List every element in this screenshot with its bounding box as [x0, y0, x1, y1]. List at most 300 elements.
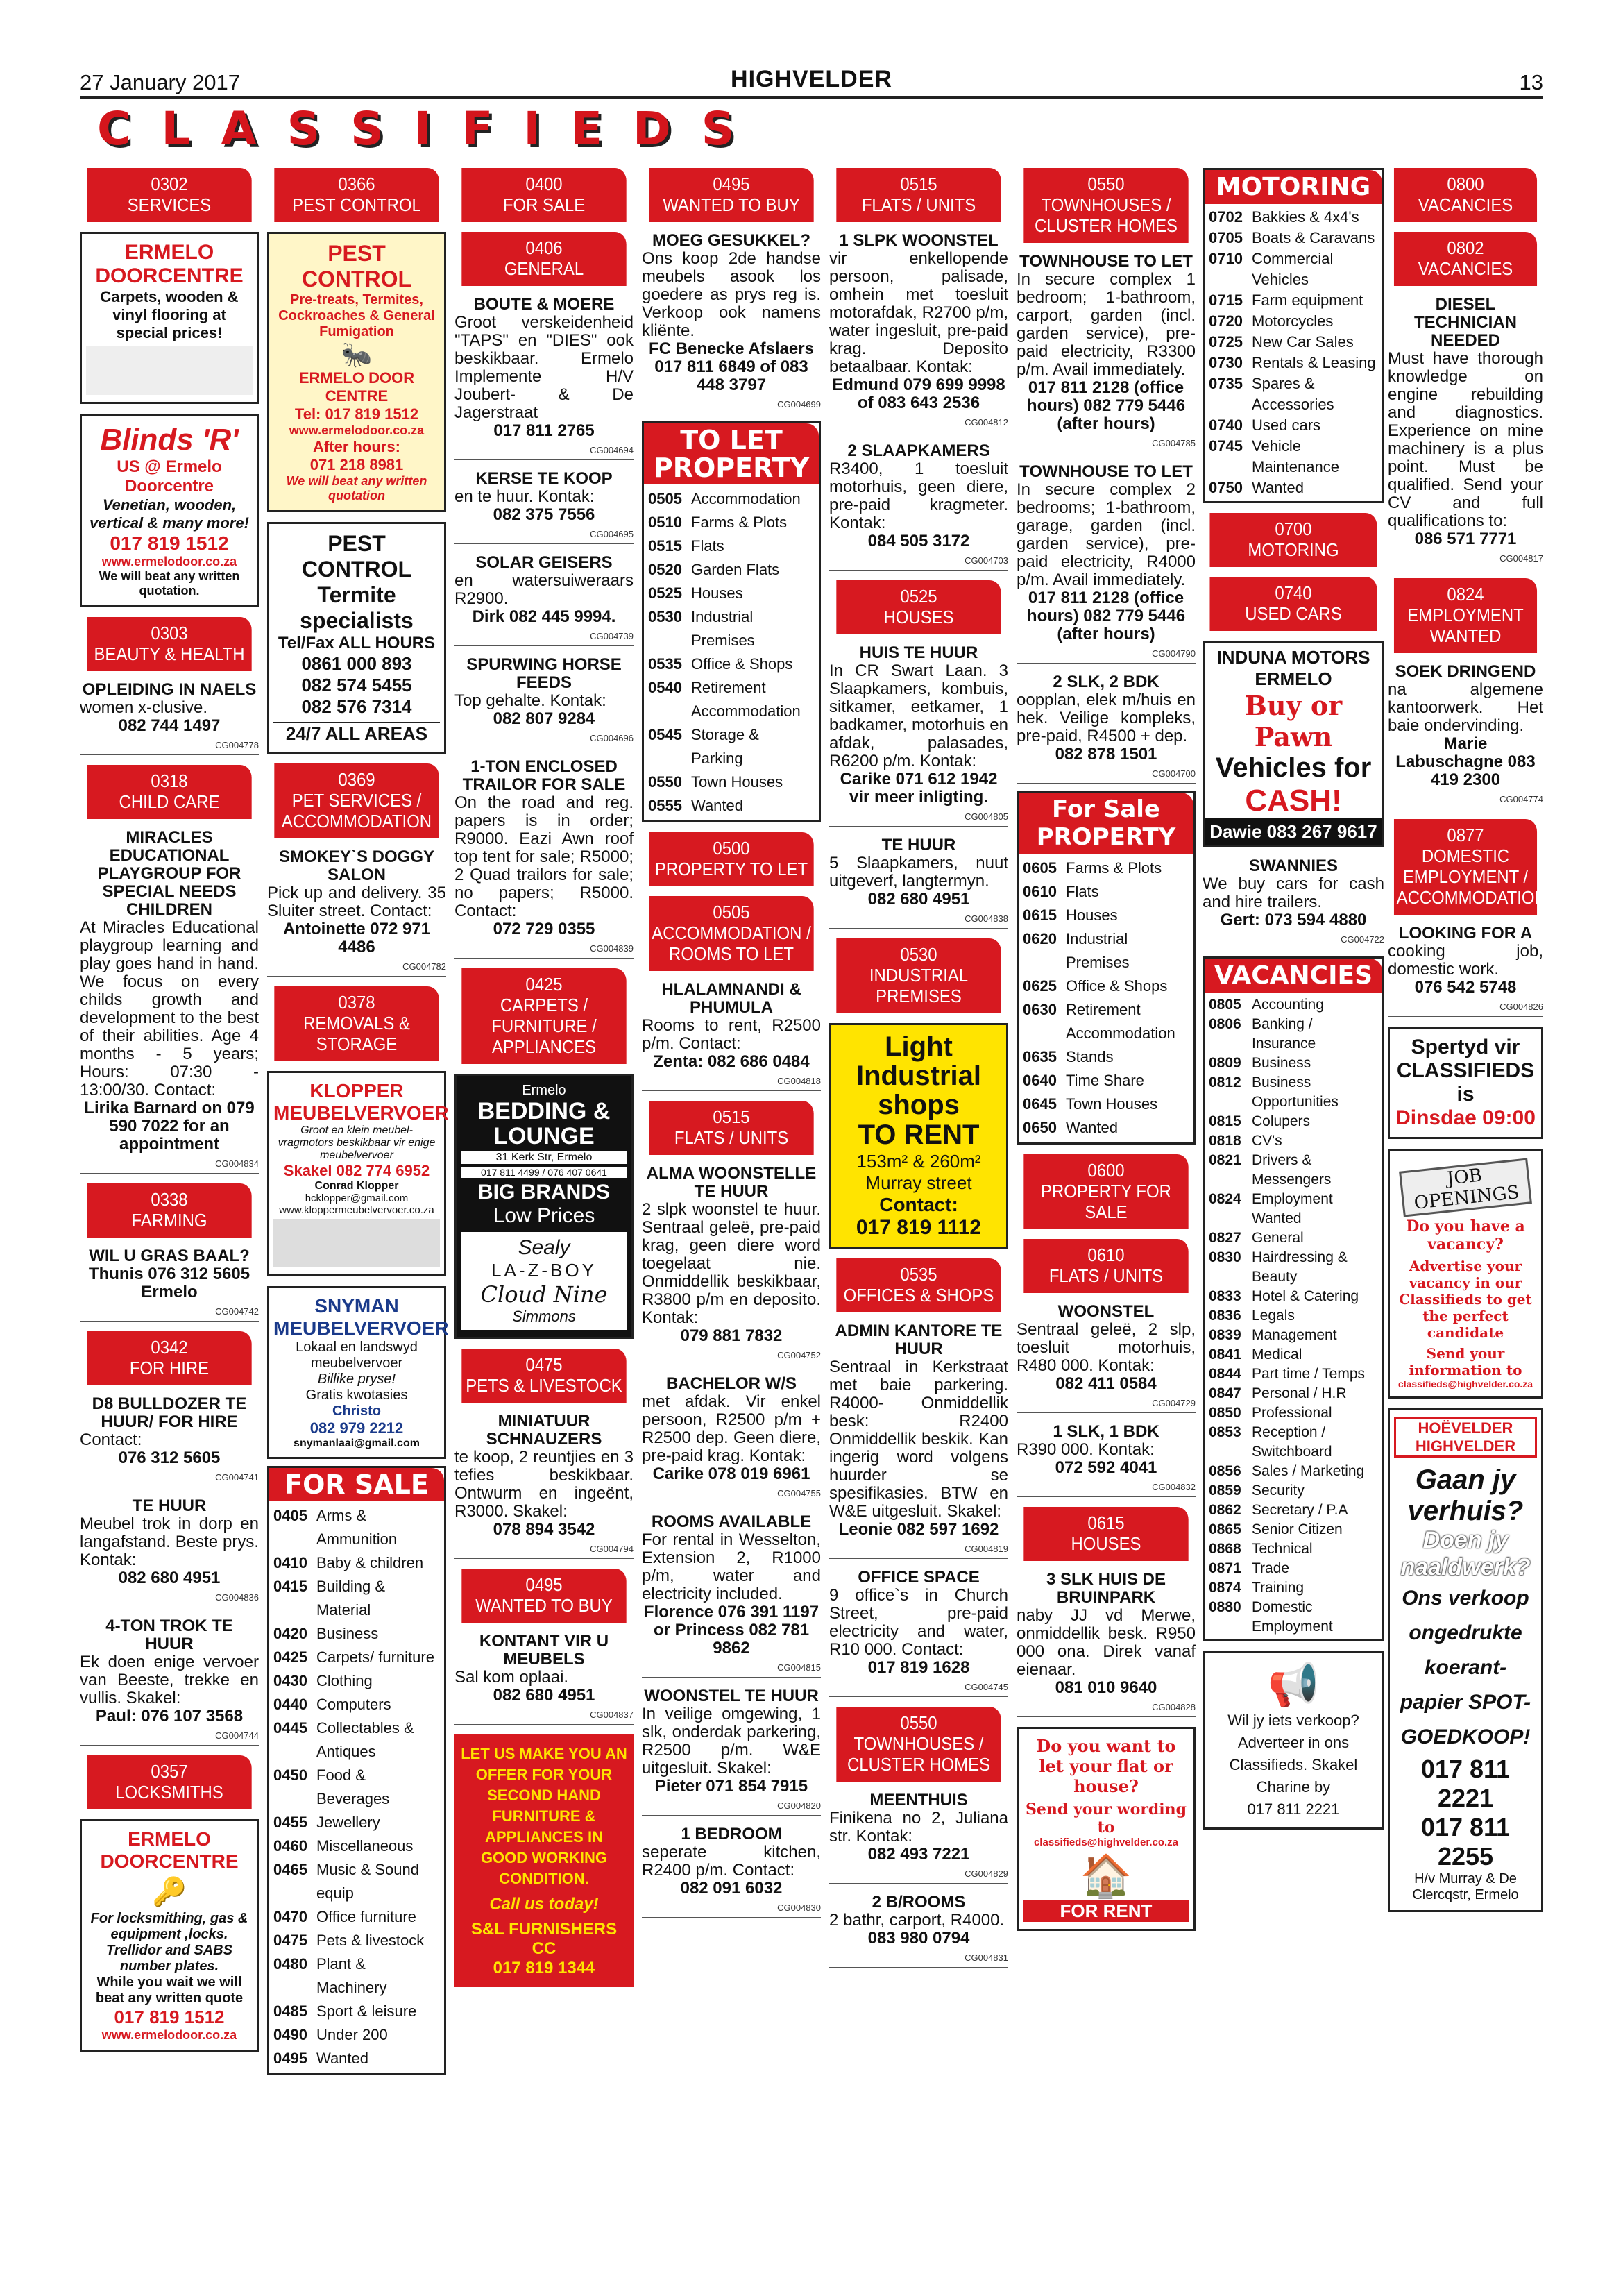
ad-email: snymanlaai@gmail.com: [294, 1437, 420, 1449]
ad-code: CG004755: [642, 1485, 821, 1503]
ad-text: Do you want to let your flat or house?: [1036, 1736, 1176, 1796]
classified-ad: [829, 442, 1008, 571]
ad-code: CG004839: [454, 940, 634, 959]
blinds-ad: [80, 414, 259, 607]
ad-body: vir enkellopende persoon, palisade, omhein met toesluit motorafdak, R2700 p/m, water ingesluit, pre-paid krag. Deposito betaalbaar. Kontak:: [829, 249, 1008, 376]
index-item: 0455 Jewellery: [273, 1814, 380, 1831]
column-4: [642, 168, 821, 1918]
index-item: 0805 Accounting: [1209, 997, 1324, 1013]
index-item: 0705 Boats & Caravans: [1209, 229, 1375, 246]
brand-logo: Simmons: [512, 1308, 576, 1325]
ad-body: In secure complex 1 bedroom; 1-bathroom, carport, garden (incl. garden service), pre-paid electricity, R3300 p/m. Avail immediately.: [1017, 270, 1196, 379]
ad-body: 2 bathr, carport, R4000.: [829, 1911, 1005, 1930]
ad-contact: 079 881 7832: [680, 1326, 783, 1345]
ad-body: Ek doen enige vervoer van Beeste, trekke en vullis. Skakel:: [80, 1653, 259, 1707]
ad-contact: 082 375 7556: [493, 505, 595, 524]
classified-ad: [642, 1165, 821, 1365]
highvelder-paper-ad: [1388, 1408, 1543, 1912]
index-item: 0859 Security: [1209, 1483, 1305, 1499]
highvelder-logo: HOËVELDER HIGHVELDER: [1394, 1417, 1537, 1458]
ad-body: Groot verskeidenheid "TAPS" en "DIES" ook beskikbaar. Ermelo Implemente H/V Joubert- & De Jagerstraat: [454, 313, 634, 422]
ad-subtitle: TO RENT: [858, 1120, 980, 1150]
index-item: 0460 Miscellaneous: [273, 1837, 414, 1855]
index-item: 0818 CV's: [1209, 1133, 1282, 1149]
ad-contact: FC Benecke Afslaers 017 811 6849 of 083 448 3797: [649, 339, 814, 394]
ad-code: CG004815: [642, 1659, 821, 1678]
ad-heading: SOEK DRINGEND: [1395, 662, 1536, 681]
index-item: 0871 Trade: [1209, 1560, 1290, 1576]
index-item: 0515 Flats: [648, 537, 724, 555]
sl-furnishers-ad: [454, 1734, 634, 1987]
classified-ad: [642, 1825, 821, 1918]
banner-letter: D: [633, 102, 672, 155]
index-item: 0630 Retirement Accommodation: [1023, 1001, 1175, 1042]
classified-ad: [829, 1322, 1008, 1559]
index-item: 0420 Business: [273, 1625, 379, 1642]
classified-ad: [1388, 296, 1543, 568]
ad-phone: Dawie 083 267 9617: [1205, 818, 1382, 845]
section-header: 0615 HOUSES: [1023, 1507, 1188, 1561]
ad-heading: 2 SLAAPKAMERS: [847, 441, 990, 460]
section-header: 0425 CARPETS / FURNITURE / APPLIANCES: [461, 968, 626, 1064]
classified-ad: [829, 1791, 1008, 1884]
ad-code: CG004820: [642, 1797, 821, 1816]
ad-heading: MINIATUUR SCHNAUZERS: [486, 1412, 602, 1449]
ad-body: en watersuiweraars R2900.: [454, 571, 634, 608]
ad-text: Do you have a vacancy?: [1406, 1217, 1525, 1253]
ad-heading: 2 SLK, 2 BDK: [1053, 673, 1159, 691]
ad-heading: TE HUUR: [881, 836, 956, 854]
column-5: [829, 168, 1008, 1968]
banner-letter: L: [161, 102, 192, 155]
ad-contact: Thunis 076 312 5605 Ermelo: [88, 1265, 250, 1301]
ad-web: www.ermelodoor.co.za: [101, 555, 237, 568]
ad-text: Ermelo: [522, 1083, 566, 1098]
page-number: 13: [1519, 70, 1543, 94]
ad-label: Tel/Fax ALL HOURS: [278, 634, 436, 652]
index-item: 0715 Farm equipment: [1209, 292, 1363, 309]
ad-text: Call us today!: [489, 1895, 599, 1914]
index-item: 0545 Storage & Parking: [648, 726, 759, 767]
ad-heading: OPLEIDING IN NAELS: [82, 680, 257, 699]
classified-ad: [454, 554, 634, 646]
index-item: 0505 Accommodation: [648, 490, 801, 507]
house-icon: 🏠: [1080, 1852, 1132, 1899]
ad-title: PEST CONTROL: [301, 531, 412, 582]
index-item: 0720 Motorcycles: [1209, 312, 1334, 330]
index-item: 0610 Flats: [1023, 883, 1099, 900]
section-header: 0400 FOR SALE: [461, 168, 626, 222]
section-header: 0342 FOR HIRE: [87, 1331, 251, 1385]
index-item: 0640 Time Share: [1023, 1072, 1144, 1089]
index-item: 0550 Town Houses: [648, 773, 783, 791]
ad-contact: 017 819 1628: [867, 1658, 970, 1677]
ad-heading: TE HUUR: [132, 1496, 207, 1515]
index-item: 0470 Office furniture: [273, 1908, 416, 1925]
ad-code: CG004778: [80, 736, 259, 755]
ad-contact: 084 505 3172: [867, 532, 970, 550]
ad-heading: BOUTE & MOERE: [473, 295, 615, 314]
classified-ad: [1017, 253, 1196, 453]
index-item: 0725 New Car Sales: [1209, 333, 1354, 351]
motoring-title: MOTORING: [1205, 170, 1382, 204]
ad-text: Carpets, wooden & vinyl flooring at special prices!: [100, 288, 239, 341]
for-rent-sign: FOR RENT: [1023, 1900, 1189, 1922]
vacancies-title: VACANCIES: [1205, 959, 1382, 993]
ad-code: CG004696: [454, 729, 634, 748]
index-item: 0425 Carpets/ furniture: [273, 1648, 434, 1666]
flooring-samples-image: [86, 346, 253, 395]
ad-slogan: Low Prices: [493, 1204, 595, 1227]
index-item: 0510 Farms & Plots: [648, 514, 788, 531]
paper-name: HIGHVELDER: [731, 66, 892, 92]
ad-body: Sentraal geleë, 2 slp, toesluit motorhuis, R480 000. Kontak:: [1017, 1320, 1196, 1375]
ad-code: CG004836: [80, 1589, 259, 1607]
ad-heading: MOEG GESUKKEL?: [652, 231, 810, 250]
ad-phone: 0861 000 893: [301, 653, 412, 674]
classified-ad: [454, 1412, 634, 1559]
ad-body: In secure complex 2 bedrooms; 1-bathroom, garage, garden (incl. garden service), pre-paid electricity, R4000 p/m. Avail immediately.: [1017, 480, 1196, 589]
ad-body: In CR Swart Laan. 3 Slaapkamers, kombuis, sitkamer, eetkamer, 1 badkamer, motorhuis en afdak, palasades, R6200 p/m. Kontak:: [829, 661, 1008, 770]
ad-heading: WOONSTEL: [1057, 1302, 1155, 1321]
index-item: 0525 Houses: [648, 584, 743, 602]
index-item: 0620 Industrial Premises: [1023, 930, 1130, 971]
index-item: 0830 Hairdressing & Beauty: [1209, 1249, 1348, 1285]
classified-ad: [1388, 925, 1543, 1017]
ad-heading: SOLAR GEISERS: [475, 553, 613, 572]
ad-body: 9 office`s in Church Street, pre-paid electricity and water, R10 000. Contact:: [829, 1586, 1008, 1659]
for-sale-property-index: [1017, 791, 1196, 1145]
ad-phone: 071 218 8981: [309, 456, 404, 473]
ad-web: www.kloppermeubelvervoer.co.za: [279, 1204, 434, 1216]
ad-contact: Gert: 073 594 4880: [1220, 911, 1367, 929]
bedding-lounge-ad: [454, 1074, 634, 1339]
ad-text: Spertyd vir: [1411, 1036, 1520, 1058]
classified-ad: [1017, 463, 1196, 664]
ad-body: oopplan, elek m/huis en hek. Veilige kompleks, pre-paid, R4500 + dep.: [1017, 691, 1196, 745]
ad-text: LET US MAKE YOU AN OFFER FOR YOUR SECOND HAND FURNITURE & APPLIANCES IN GOOD WORKING CONDITION.: [461, 1745, 627, 1887]
ad-phone: 017 811 2221: [1247, 1800, 1340, 1818]
ad-title: Blinds 'R': [100, 423, 239, 457]
ad-code: CG004794: [454, 1540, 634, 1559]
ad-title: ERMELO DOORCENTRE: [95, 241, 244, 287]
ad-text: Doen jy naaldwerk?: [1400, 1527, 1531, 1580]
classified-ad: [1017, 1423, 1196, 1497]
ad-text: Wil jy iets verkoop?: [1227, 1712, 1359, 1729]
ad-title: Light Industrial shops: [856, 1031, 982, 1120]
ad-text: Venetian, wooden, vertical & many more!: [90, 496, 249, 532]
ad-heading: MEENTHUIS: [869, 1791, 968, 1809]
for-sale-index: [267, 1466, 446, 2075]
section-header: 0357 LOCKSMITHS: [87, 1755, 251, 1809]
ad-title: KLOPPER MEUBELVERVOER: [273, 1080, 449, 1124]
column-1: [80, 168, 259, 2052]
ad-contact: 082 807 9284: [493, 709, 595, 728]
ad-code: CG004785: [1017, 434, 1196, 453]
section-header: 0505 ACCOMMODATION / ROOMS TO LET: [649, 896, 813, 971]
ad-text: For locksmithing, gas & equipment ,locks. Trellidor and SABS number plates.: [90, 1911, 248, 1974]
ad-heading: HLALAMNANDI & PHUMULA: [661, 980, 801, 1017]
megaphone-icon: 📢: [1267, 1662, 1320, 1708]
section-header: 0550 TOWNHOUSES / CLUSTER HOMES: [836, 1707, 1001, 1782]
job-openings-sign: JOB OPENINGS: [1399, 1158, 1532, 1217]
section-header: 0378 REMOVALS & STORAGE: [274, 986, 439, 1061]
ad-heading: HUIS TE HUUR: [859, 643, 978, 662]
ad-heading: 1 SLK, 1 BDK: [1053, 1422, 1159, 1441]
ad-heading: SPURWING HORSE FEEDS: [466, 655, 622, 692]
ad-heading: ADMIN KANTORE TE HUUR: [835, 1322, 1003, 1358]
sell-something-ad: [1203, 1651, 1384, 1830]
banner-letter: A: [221, 102, 258, 155]
ad-body: women x-clusive.: [80, 698, 208, 717]
ad-label: Contact:: [879, 1194, 958, 1215]
ad-contact: Antoinette 072 971 4486: [282, 920, 431, 956]
ad-contact: 081 010 9640: [1055, 1678, 1157, 1697]
index-item: 0650 Wanted: [1023, 1119, 1119, 1136]
ad-name: Christo: [332, 1403, 381, 1419]
ad-heading: KONTANT VIR U MEUBELS: [479, 1632, 609, 1669]
classified-ad: [454, 656, 634, 748]
ad-heading: TOWNHOUSE TO LET: [1019, 252, 1193, 271]
ad-code: CG004828: [1017, 1698, 1196, 1717]
ad-text: is: [1456, 1083, 1475, 1106]
key-icon: 🔑: [152, 1877, 187, 1907]
ad-code: CG004831: [829, 1949, 1008, 1968]
index-item: 0836 Legals: [1209, 1308, 1295, 1324]
section-header: 0600 PROPERTY FOR SALE: [1023, 1154, 1188, 1229]
ad-body: seperate kitchen, R2400 p/m. Contact:: [642, 1843, 821, 1880]
classified-ad: [642, 981, 821, 1091]
ad-body: cooking job, domestic work.: [1388, 942, 1543, 979]
ad-heading: DIESEL TECHNICIAN NEEDED: [1414, 295, 1517, 350]
classified-ad: [642, 1375, 821, 1503]
ad-contact: Marie Labuschagne 083 419 2300: [1395, 734, 1536, 789]
column-7: [1203, 168, 1384, 1830]
ad-title: BEDDING & LOUNGE: [477, 1098, 611, 1149]
classified-ad: [80, 681, 259, 755]
index-item: 0809 Business: [1209, 1055, 1311, 1071]
index-item: 0465 Music & Sound equip: [273, 1861, 419, 1902]
ad-body: At Miracles Educational playgroup learning and play goes hand in hand. We focus on every childs growth and development to the best of their abilities. Age 4 months - 5 years; Hours: 07:30 - 13:00/30. Contact:: [80, 918, 259, 1099]
brand-logo: Sealy: [518, 1236, 570, 1259]
ad-body: Sal kom oplaai.: [454, 1668, 569, 1687]
column-3: [454, 168, 634, 1987]
ad-title: SNYMAN MEUBELVERVOER: [273, 1295, 449, 1339]
section-header: 0535 OFFICES & SHOPS: [836, 1258, 1001, 1312]
ad-code: CG004722: [1203, 931, 1384, 949]
ad-text: Dinsdae 09:00: [1395, 1106, 1536, 1129]
ad-contact: 082 411 0584: [1055, 1374, 1157, 1393]
page-header: [80, 66, 1543, 94]
ad-code: CG004790: [1017, 645, 1196, 664]
ad-phone: Tel: 017 819 1512: [294, 405, 419, 423]
ad-title: INDUNA MOTORS ERMELO: [1216, 647, 1370, 689]
index-item: 0844 Part time / Temps: [1209, 1366, 1365, 1382]
ad-heading: 1 SLPK WOONSTEL: [839, 231, 999, 250]
section-header: 0318 CHILD CARE: [87, 765, 251, 819]
ad-body: Top gehalte. Kontak:: [454, 691, 606, 710]
ad-contact: Zenta: 082 686 0484: [653, 1052, 810, 1071]
ad-note: 24/7 ALL AREAS: [273, 722, 440, 745]
ad-contact: 082 744 1497: [118, 716, 221, 735]
index-item: 0475 Pets & livestock: [273, 1932, 425, 1949]
ad-contact: Dirk 082 445 9994.: [472, 607, 616, 626]
ad-subtitle: Termite specialists: [300, 582, 414, 633]
classified-ad: [1203, 857, 1384, 949]
ad-body: Rooms to rent, R2500 p/m. Contact:: [642, 1016, 821, 1053]
ad-heading: WIL U GRAS BAAL?: [89, 1247, 250, 1265]
banner-letter: S: [350, 102, 385, 155]
ad-text: Billike pryse!: [317, 1371, 396, 1387]
ad-text: Gaan jy verhuis?: [1407, 1464, 1524, 1526]
index-item: 0750 Wanted: [1209, 479, 1305, 496]
index-list: [269, 1501, 444, 2073]
index-item: 0530 Industrial Premises: [648, 608, 755, 649]
classified-ad: [80, 1497, 259, 1607]
ad-contact: Florence 076 391 1197 or Princess 082 781 9862: [643, 1603, 819, 1657]
ad-text: Vehicles for: [1215, 752, 1372, 783]
ad-address: H/v Murray & De Clercqstr, Ermelo: [1412, 1871, 1519, 1902]
ad-heading: KERSE TE KOOP: [475, 469, 613, 488]
ad-heading: MIRACLES EDUCATIONAL PLAYGROUP FOR SPECIAL NEEDS CHILDREN: [97, 828, 241, 919]
ad-contact: 086 571 7771: [1414, 530, 1517, 548]
ad-body: Ons koop 2de handse meubels asook los goedere as prys reg is. Verkoop ook namens kliënte.: [642, 249, 821, 340]
ad-body: Contact:: [80, 1430, 142, 1449]
index-item: 0806 Banking / Insurance: [1209, 1016, 1316, 1052]
section-header: 0525 HOUSES: [836, 580, 1001, 634]
ad-body: na algemene kantoorwerk. Het baie ondervinding.: [1388, 680, 1543, 735]
index-item: 0710 Commercial Vehicles: [1209, 250, 1334, 288]
index-item: 0410 Baby & children: [273, 1554, 424, 1571]
index-item: 0535 Office & Shops: [648, 655, 793, 673]
index-item: 0874 Training: [1209, 1580, 1305, 1596]
ad-code: CG004819: [829, 1540, 1008, 1559]
ad-code: CG004694: [454, 441, 634, 460]
index-item: 0740 Used cars: [1209, 416, 1321, 434]
index-item: 0862 Secretary / P.A: [1209, 1502, 1348, 1518]
to-let-index: [642, 421, 821, 822]
locksmith-ad: [80, 1819, 259, 2052]
ad-code: CG004837: [454, 1706, 634, 1725]
ad-text: While you wait we will beat any written quote: [95, 1975, 244, 2006]
section-header: 0369 PET SERVICES / ACCOMMODATION: [274, 763, 439, 838]
ad-code: CG004838: [829, 910, 1008, 929]
section-header: 0495 WANTED TO BUY: [461, 1569, 626, 1623]
ad-body: We buy cars for cash and hire trailers.: [1203, 875, 1384, 911]
section-header: 0800 VACANCIES: [1394, 168, 1537, 222]
index-item: 0485 Sport & leisure: [273, 2002, 417, 2020]
ermelo-doorcentre-ad: [80, 232, 259, 404]
ad-body: 2 slpk woonstel te huur. Sentraal geleë, pre-paid krag, geen diere word toegelaat nie. Onmiddellik beskikbaar, R3800 p/m en deposito. Kontak:: [642, 1200, 821, 1327]
index-item: 0841 Medical: [1209, 1347, 1302, 1362]
ad-body: R3400, 1 toesluit motorhuis, geen diere, pre-paid kragmeter. Kontak:: [829, 459, 1008, 532]
banner-letter: I: [414, 102, 433, 155]
ad-text: Gratis kwotasies: [305, 1387, 408, 1403]
ad-address: 31 Kerk Str, Ermelo: [461, 1151, 627, 1164]
ad-slogan: BIG BRANDS: [477, 1181, 610, 1204]
ad-text: Groot en klein meubel-vragmotors beskikbaar vir enige meubelvervoer: [278, 1124, 436, 1161]
ad-code: CG004818: [642, 1072, 821, 1091]
ad-code: CG004829: [829, 1865, 1008, 1884]
issue-date: 27 January 2017: [80, 70, 240, 94]
ad-phone: 082 576 7314: [301, 696, 412, 717]
for-sale-title: FOR SALE: [269, 1468, 444, 1501]
index-item: 0868 Technical: [1209, 1541, 1313, 1557]
ad-text: CASH!: [1245, 784, 1342, 818]
ad-text: Buy or Pawn: [1244, 690, 1343, 752]
classified-ad: [80, 1395, 259, 1487]
index-item: 0850 Professional: [1209, 1405, 1332, 1421]
ad-text: Send your information to: [1409, 1345, 1522, 1378]
column-8: [1388, 168, 1547, 1912]
classified-ad: [80, 1617, 259, 1746]
ad-body: naby JJ vd Merwe, onmiddellik besk. R950 000 ona. Direk vanaf eienaar.: [1017, 1606, 1196, 1679]
ad-title: PEST CONTROL: [301, 241, 412, 292]
ad-contact: Edmund 079 699 9998 of 083 643 2536: [832, 375, 1005, 412]
classified-ad: [454, 470, 634, 544]
section-header: 0495 WANTED TO BUY: [649, 168, 813, 222]
ad-code: CG004752: [642, 1347, 821, 1365]
truck-image: [273, 1219, 440, 1267]
classified-ad: [454, 758, 634, 959]
ad-contact: Paul: 076 107 3568: [95, 1707, 244, 1725]
section-header: 0550 TOWNHOUSES / CLUSTER HOMES: [1023, 168, 1188, 243]
section-header: 0302 SERVICES: [87, 168, 251, 222]
ad-heading: 1-TON ENCLOSED TRAILOR FOR SALE: [462, 757, 626, 794]
to-let-title: TO LET PROPERTY: [644, 423, 819, 484]
index-item: 0480 Plant & Machinery: [273, 1955, 387, 1996]
column-2: [267, 168, 449, 2075]
ad-heading: BACHELOR W/S: [666, 1374, 797, 1393]
section-header: 0740 USED CARS: [1209, 577, 1377, 631]
classified-ad: [454, 296, 634, 460]
classified-ad: [829, 1893, 1008, 1968]
ad-label: After hours:: [313, 438, 400, 455]
ad-body: On the road and reg. papers is in order; R9000. Eazi Awn roof top tent for sale; R5000; 2 Quad trailors for sale; no papers; R5000. Contact:: [454, 793, 634, 920]
ad-code: CG004774: [1388, 791, 1543, 809]
termite-icon: 🐜: [341, 340, 373, 369]
job-openings-ad: [1388, 1149, 1543, 1399]
ad-heading: SWANNIES: [1248, 856, 1338, 875]
ad-text: Charine by: [1256, 1778, 1331, 1796]
ad-phone: 082 574 5455: [301, 675, 412, 695]
classified-ad: [1017, 1303, 1196, 1413]
ad-heading: OFFICE SPACE: [858, 1568, 980, 1587]
ad-heading: WOONSTEL TE HUUR: [644, 1687, 819, 1705]
ad-code: CG004699: [642, 396, 821, 414]
ad-email: hcklopper@gmail.com: [305, 1192, 409, 1204]
ad-heading: ALMA WOONSTELLE TE HUUR: [646, 1164, 817, 1201]
index-item: 0445 Collectables & Antiques: [273, 1719, 414, 1760]
ad-name: S&L FURNISHERS CC: [470, 1920, 618, 1958]
classified-ad: [454, 1632, 634, 1725]
ad-code: CG004742: [80, 1303, 259, 1322]
index-item: 0812 Business Opportunities: [1209, 1074, 1339, 1110]
ad-body: In veilige omgewing, 1 slk, onderdak parkering, R2500 p/m. W&E uitgesluit. Skakel:: [642, 1705, 821, 1778]
index-item: 0415 Building & Material: [273, 1578, 386, 1619]
ad-contact: 082 493 7221: [867, 1845, 970, 1864]
pest-control-ad-2: [267, 522, 446, 754]
ad-contact: 082 680 4951: [118, 1569, 221, 1587]
index-item: 0702 Bakkies & 4x4's: [1209, 208, 1359, 226]
vacancies-index: [1203, 956, 1384, 1641]
ad-text: Advertise your vacancy in our Classifieds to get the perfect candidate: [1399, 1258, 1532, 1341]
index-item: 0440 Computers: [273, 1696, 391, 1713]
banner-letter: S: [701, 102, 736, 155]
ad-code: CG004832: [1017, 1478, 1196, 1497]
ad-heading: 1 BEDROOM: [681, 1825, 782, 1843]
ad-code: CG004695: [454, 525, 634, 544]
